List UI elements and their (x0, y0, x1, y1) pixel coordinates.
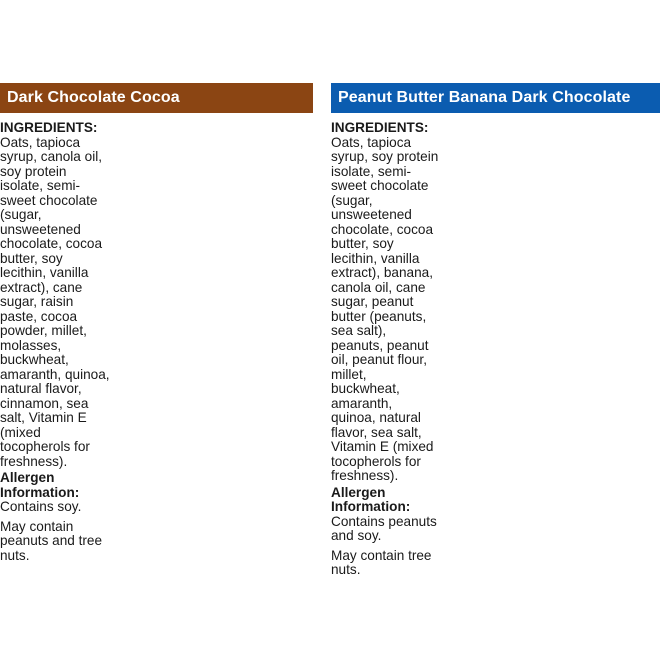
allergen-block (0, 471, 110, 515)
allergen-text: Contains soy. (0, 499, 82, 514)
allergen-label: Allergen Information: (0, 470, 80, 500)
allergen-text: Contains peanuts and soy. (331, 513, 437, 543)
allergen-block (331, 486, 441, 544)
column-title: Peanut Butter Banana Dark Chocolate (331, 83, 660, 113)
ingredients-label: INGREDIENTS: (0, 120, 98, 135)
column-content (0, 113, 313, 563)
ingredients-label: INGREDIENTS: (331, 120, 429, 135)
ingredients-text: Oats, tapioca syrup, soy protein isolate, semi-sweet chocolate (sugar, unsweetened chocolate, cocoa butter, soy lecithin, vanilla extract), banana, canola oil, cane sugar, peanut butter (peanuts, sea salt), peanuts, peanut oil, peanut flour, millet, buckwheat, amaranth, quinoa, natural flavor, sea salt, Vitamin E (mixed tocopherols for freshness). (331, 134, 439, 483)
column-content (331, 113, 660, 578)
may-contain-text: May contain peanuts and tree nuts. (0, 518, 103, 563)
column-peanut-butter-banana-dark-chocolate (331, 83, 660, 578)
ingredients-text: Oats, tapioca syrup, canola oil, soy protein isolate, semi-sweet chocolate (sugar, unsweetened chocolate, cocoa butter, soy lecithin, vanilla extract), cane sugar, raisin paste, cocoa powder, millet, molasses, buckwheat, amaranth, quinoa, natural flavor, cinnamon, sea salt, Vitamin E (mixed tocopherols for freshness). (0, 134, 110, 469)
column-dark-chocolate-cocoa (0, 83, 313, 563)
column-title: Dark Chocolate Cocoa (0, 83, 313, 113)
may-contain-text: May contain tree nuts. (331, 547, 432, 577)
allergen-label: Allergen Information: (331, 484, 411, 514)
